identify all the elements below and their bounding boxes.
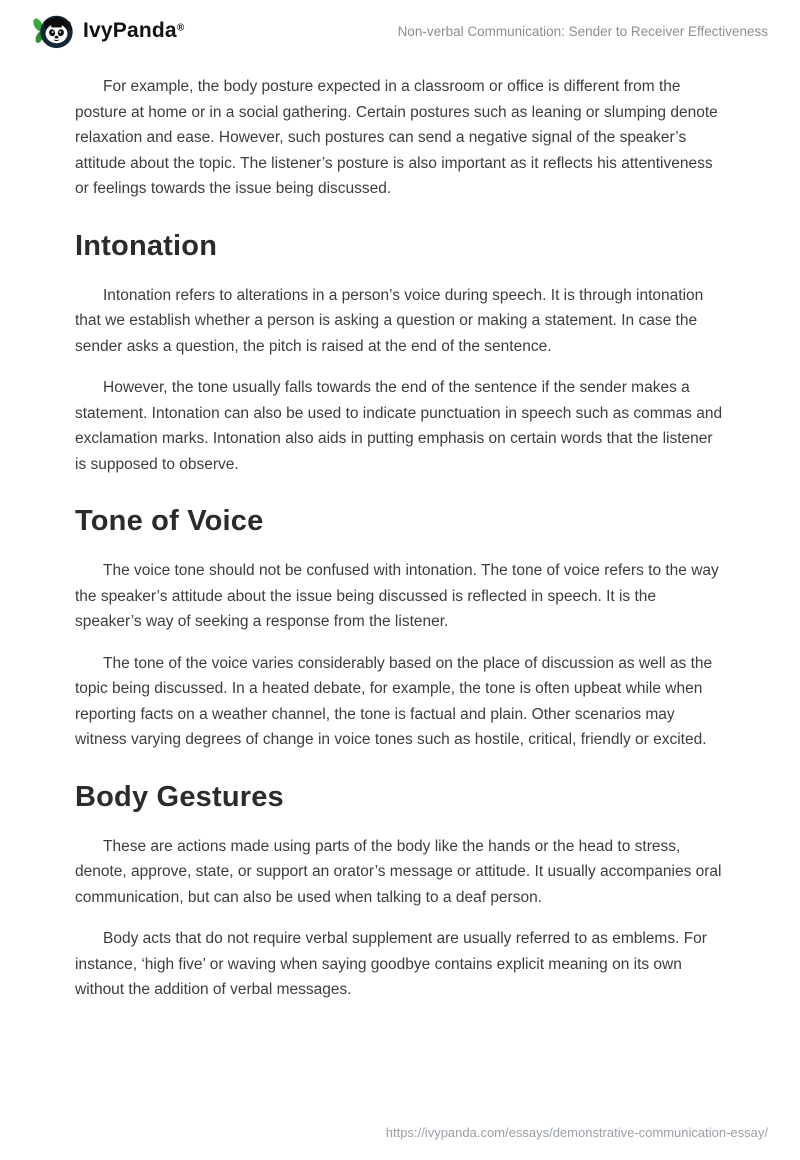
paragraph-tone-1: The voice tone should not be confused with intonation. The tone of voice refers to the way the speaker’s attitude about the issue being discussed is reflected in speech. It is the speaker’s way of seeking a response from the listener. bbox=[75, 562, 719, 630]
section-heading-intonation: Intonation bbox=[75, 229, 218, 262]
section-heading-body-gestures: Body Gestures bbox=[75, 780, 284, 813]
section-heading-tone-of-voice: Tone of Voice bbox=[75, 505, 264, 537]
essay-content bbox=[0, 58, 800, 1003]
ivypanda-logo bbox=[32, 10, 184, 52]
document-title: Non-verbal Communication: Sender to Receiver Effectiveness bbox=[397, 23, 768, 39]
paragraph-intro: For example, the body posture expected in a classroom or office is different from the posture at home or in a social gathering. Certain postures such as leaning or slumping denote relaxation and ease. However, such postures can send a negative signal of the speaker’s attitude about the topic. The listener’s posture is also important as it reflects his attentiveness or feelings towards the issue being discussed. bbox=[75, 78, 718, 197]
paragraph-intonation-1: Intonation refers to alterations in a person’s voice during speech. It is through intonation that we establish whether a person is asking a question or making a statement. In case the sender asks a question, the pitch is raised at the end of the sentence. bbox=[75, 286, 704, 355]
page-footer bbox=[386, 1124, 768, 1142]
registered-mark: ® bbox=[176, 22, 185, 34]
brand-name: IvyPanda® bbox=[83, 19, 185, 42]
paragraph-gestures-2: Body acts that do not require verbal supplement are usually referred to as emblems. For instance, ‘high five’ or waving when saying goodbye contains explicit meaning on its own without the addition of verbal messages. bbox=[75, 930, 707, 998]
paragraph-gestures-1: These are actions made using parts of the body like the hands or the head to stress, denote, approve, state, or support an orator’s message or attitude. It usually accompanies oral communication, but can also be used when talking to a deaf person. bbox=[75, 837, 722, 906]
paragraph-intonation-2: However, the tone usually falls towards the end of the sentence if the sender makes a statement. Intonation can also be used to indicate punctuation in speech such as commas and exclamation marks. Intonation also aids in putting emphasis on certain words that the listener is supposed to observe. bbox=[75, 379, 723, 473]
page-header bbox=[0, 0, 800, 58]
paragraph-tone-2: The tone of the voice varies considerably based on the place of discussion as well as the topic being discussed. In a heated debate, for example, the tone is often upbeat while when reporting facts on a weather channel, the tone is factual and plain. Other scenarios may witness varying degrees of change in voice tones such as hostile, critical, friendly or excited. bbox=[75, 654, 713, 748]
panda-graduate-icon bbox=[32, 10, 74, 52]
source-url[interactable]: https://ivypanda.com/essays/demonstrative-communication-essay/ bbox=[385, 1125, 768, 1140]
